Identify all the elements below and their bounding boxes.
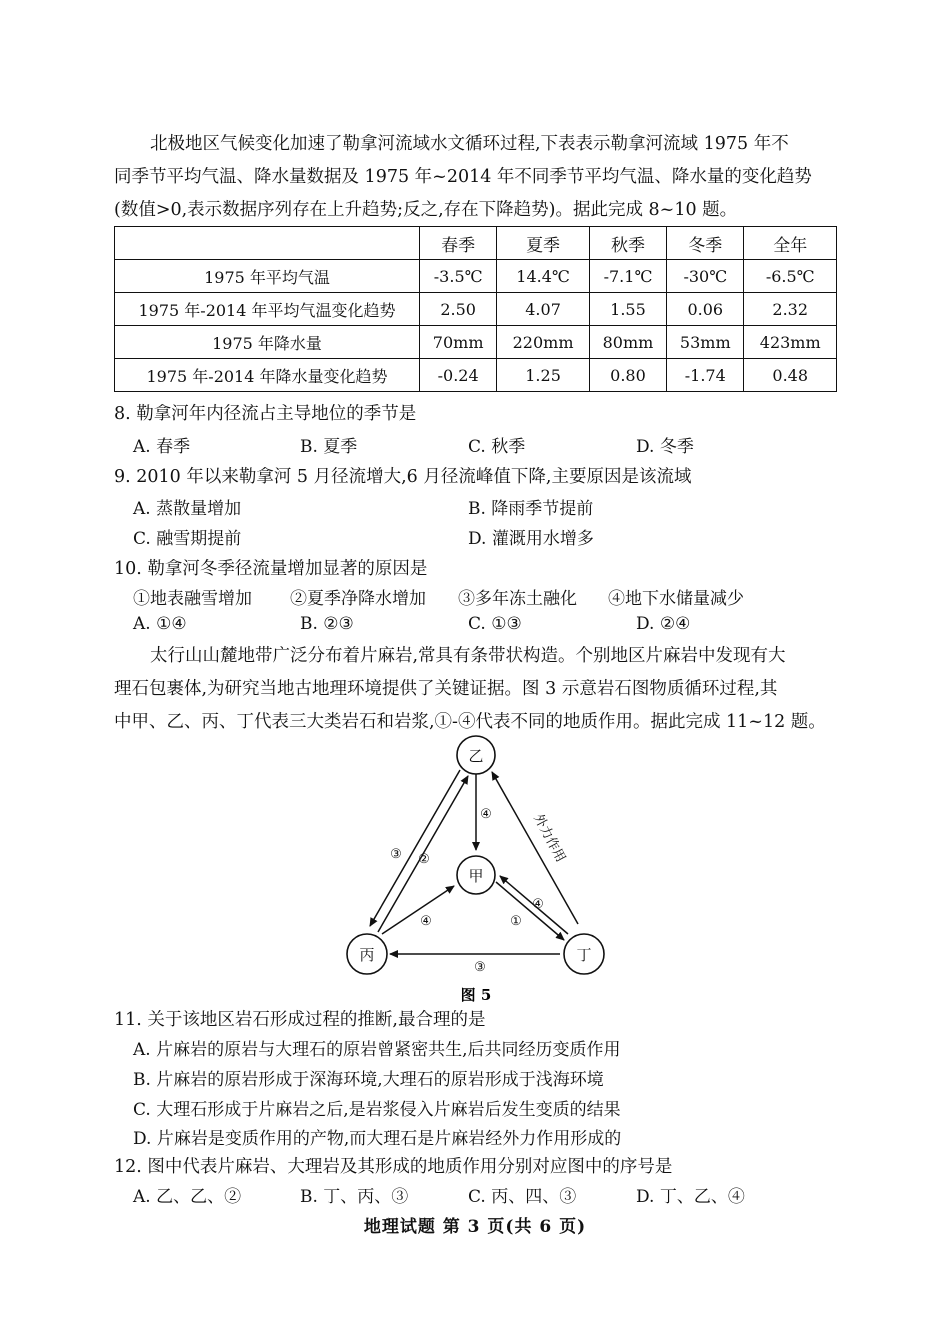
- node-ding-label: 丁: [576, 946, 592, 964]
- table-cell: -1.74: [667, 359, 744, 392]
- label-external-force: 外力作用: [530, 811, 568, 865]
- arrow-jia-to-ding: [496, 882, 564, 940]
- intro-line: 中甲、乙、丙、丁代表三大类岩石和岩浆,①-④代表不同的地质作用。据此完成 11~12 题。: [114, 712, 826, 732]
- q12-option-d: D. 丁、乙、④: [636, 1187, 745, 1207]
- table-cell: 220mm: [497, 326, 590, 359]
- table-cell: 1975 年-2014 年降水量变化趋势: [115, 359, 420, 392]
- q9-option-a: A. 蒸散量增加: [133, 499, 242, 519]
- table-header-cell: 冬季: [667, 227, 744, 260]
- table-cell: -0.24: [420, 359, 497, 392]
- table-cell: 14.4℃: [497, 260, 590, 293]
- q10-item-4: ④地下水储量减少: [608, 589, 744, 609]
- label-yi-jia: ④: [480, 807, 492, 822]
- table-cell: 80mm: [589, 326, 666, 359]
- q10-option-a: A. ①④: [133, 614, 187, 634]
- rock-cycle-diagram: [330, 728, 630, 1018]
- q9-option-c: C. 融雪期提前: [133, 529, 242, 549]
- q8-option-b: B. 夏季: [300, 437, 358, 457]
- q10-option-c: C. ①③: [468, 614, 522, 634]
- node-jia-label: 甲: [468, 867, 484, 885]
- table-cell: 1.55: [589, 293, 666, 326]
- node-bing-label: 丙: [359, 946, 375, 964]
- q8-option-a: A. 春季: [133, 437, 191, 457]
- table-cell: 1.25: [497, 359, 590, 392]
- question-8-stem: 8. 勒拿河年内径流占主导地位的季节是: [114, 404, 417, 424]
- table-header-row: [115, 227, 837, 260]
- table-cell: 2.50: [420, 293, 497, 326]
- intro-line: 北极地区气候变化加速了勒拿河流域水文循环过程,下表表示勒拿河流域 1975 年不: [150, 134, 789, 154]
- question-9-stem: 9. 2010 年以来勒拿河 5 月径流增大,6 月径流峰值下降,主要原因是该流域: [114, 467, 692, 487]
- table-cell: -6.5℃: [744, 260, 837, 293]
- table-cell: -3.5℃: [420, 260, 497, 293]
- page-footer: 地理试题 第 3 页(共 6 页): [363, 1217, 587, 1237]
- question-10-stem: 10. 勒拿河冬季径流量增加显著的原因是: [114, 559, 428, 579]
- table-cell: 423mm: [744, 326, 837, 359]
- q11-option-c: C. 大理石形成于片麻岩之后,是岩浆侵入片麻岩后发生变质的结果: [133, 1100, 621, 1120]
- q8-option-d: D. 冬季: [636, 437, 694, 457]
- intro-line: 理石包裹体,为研究当地古地理环境提供了关键证据。图 3 示意岩石图物质循环过程,其: [114, 679, 778, 699]
- label-ding-bing: ③: [474, 960, 486, 975]
- table-cell: 0.80: [589, 359, 666, 392]
- table-header-cell: 全年: [744, 227, 837, 260]
- figure-caption: 图 5: [460, 986, 492, 1004]
- q10-item-3: ③多年冻土融化: [458, 589, 577, 609]
- table-row: [115, 326, 837, 359]
- q10-option-b: B. ②③: [300, 614, 354, 634]
- table-cell: 0.06: [667, 293, 744, 326]
- arrow-yi-to-bing: [370, 770, 460, 926]
- table-header-cell: 秋季: [589, 227, 666, 260]
- intro-paragraph-taihang: [114, 640, 838, 739]
- q10-item-2: ②夏季净降水增加: [290, 589, 426, 609]
- question-11-stem: 11. 关于该地区岩石形成过程的推断,最合理的是: [114, 1010, 486, 1030]
- label-jia-ding: ①: [510, 914, 522, 929]
- table-row: [115, 260, 837, 293]
- q9-option-b: B. 降雨季节提前: [468, 499, 594, 519]
- label-bing-jia: ④: [420, 914, 432, 929]
- table-cell: -30℃: [667, 260, 744, 293]
- table-header-cell: 春季: [420, 227, 497, 260]
- q10-item-1: ①地表融雪增加: [133, 589, 252, 609]
- table-cell: 70mm: [420, 326, 497, 359]
- intro-line: 同季节平均气温、降水量数据及 1975 年~2014 年不同季节平均气温、降水量的变化趋势: [114, 167, 812, 187]
- table-cell: 4.07: [497, 293, 590, 326]
- label-ding-jia: ④: [532, 897, 544, 912]
- q12-option-c: C. 丙、四、③: [468, 1187, 577, 1207]
- intro-line: 太行山山麓地带广泛分布着片麻岩,常具有条带状构造。个别地区片麻岩中发现有大: [150, 646, 786, 666]
- table-header-cell: 夏季: [497, 227, 590, 260]
- q11-option-d: D. 片麻岩是变质作用的产物,而大理石是片麻岩经外力作用形成的: [133, 1129, 622, 1149]
- q9-option-d: D. 灌溉用水增多: [468, 529, 594, 549]
- q10-option-d: D. ②④: [636, 614, 691, 634]
- table-cell: -7.1℃: [589, 260, 666, 293]
- table-row: [115, 293, 837, 326]
- table-header-cell: [115, 227, 420, 260]
- intro-paragraph-lena: [114, 128, 838, 227]
- climate-table: [114, 226, 837, 392]
- table-cell: 1975 年平均气温: [115, 260, 420, 293]
- label-bing-yi: ②: [418, 852, 430, 867]
- q12-option-b: B. 丁、丙、③: [300, 1187, 409, 1207]
- node-yi-label: 乙: [468, 747, 484, 765]
- q11-option-a: A. 片麻岩的原岩与大理石的原岩曾紧密共生,后共同经历变质作用: [133, 1040, 621, 1060]
- label-yi-bing: ③: [390, 847, 402, 862]
- table-cell: 2.32: [744, 293, 837, 326]
- table-cell: 53mm: [667, 326, 744, 359]
- intro-line: (数值>0,表示数据序列存在上升趋势;反之,存在下降趋势)。据此完成 8~10 题。: [114, 200, 738, 220]
- question-12-stem: 12. 图中代表片麻岩、大理岩及其形成的地质作用分别对应图中的序号是: [114, 1157, 673, 1177]
- q11-option-b: B. 片麻岩的原岩形成于深海环境,大理石的原岩形成于浅海环境: [133, 1070, 604, 1090]
- table-row: [115, 359, 837, 392]
- table-cell: 1975 年-2014 年平均气温变化趋势: [115, 293, 420, 326]
- arrow-bing-to-jia: [382, 886, 454, 934]
- table-cell: 0.48: [744, 359, 837, 392]
- table-cell: 1975 年降水量: [115, 326, 420, 359]
- q8-option-c: C. 秋季: [468, 437, 526, 457]
- q12-option-a: A. 乙、乙、②: [133, 1187, 242, 1207]
